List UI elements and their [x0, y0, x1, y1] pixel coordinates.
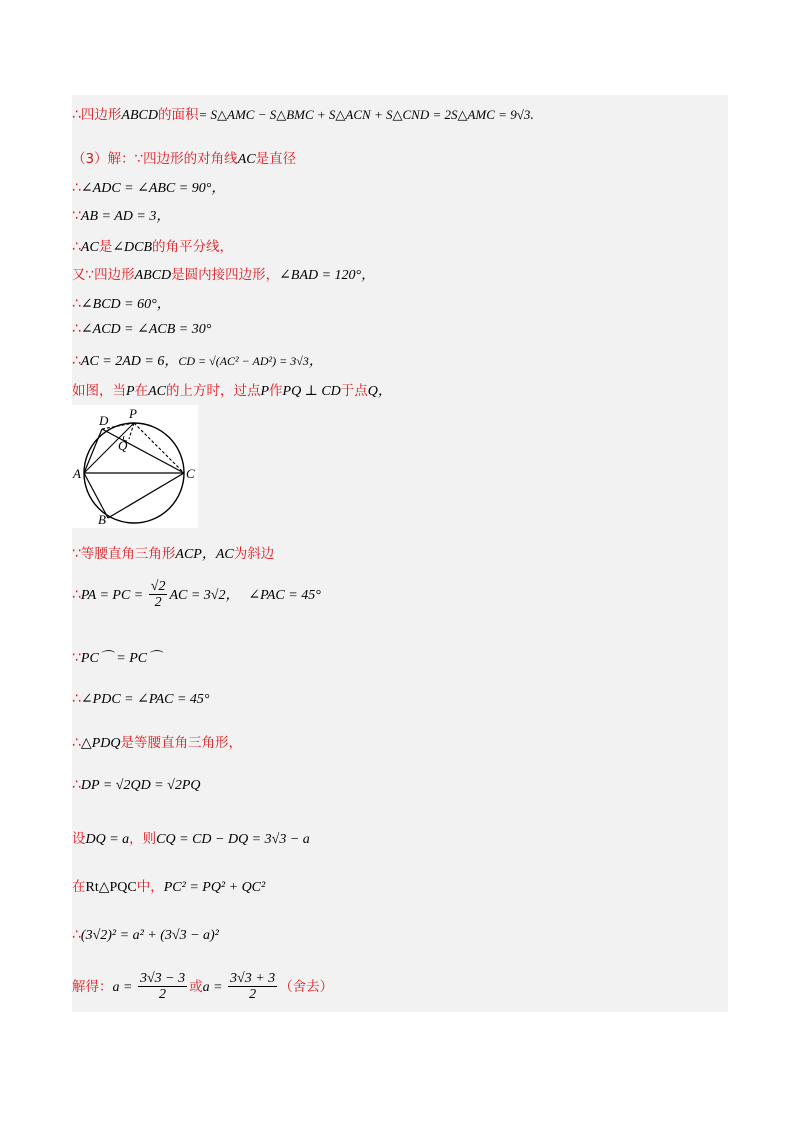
- label-c: C: [186, 466, 195, 481]
- because-symbol: ∵: [72, 208, 81, 224]
- text: 是圆内接四边形，: [171, 267, 280, 283]
- text: 是: [98, 239, 113, 255]
- math: ∠DCB: [112, 240, 153, 255]
- text: 又∵四边形: [72, 267, 135, 283]
- math: PC² = PQ² + QC²: [163, 880, 266, 895]
- fraction-numerator: 3√3 + 3: [230, 971, 276, 986]
- text: 作: [269, 383, 283, 399]
- therefore-symbol: ∴: [72, 296, 81, 312]
- math: AB = AD = 3: [80, 209, 157, 224]
- line-pdc: [72, 691, 210, 708]
- punct: ，: [201, 547, 216, 562]
- fraction: [138, 971, 187, 1003]
- text: 的上方时，过点: [165, 383, 261, 399]
- math: Q: [367, 384, 378, 399]
- line-figure-intro: [72, 379, 392, 400]
- circle-diagram: [72, 405, 198, 528]
- math: AC: [80, 240, 99, 255]
- label-d: D: [99, 413, 109, 428]
- math: ABCD: [134, 268, 172, 283]
- therefore-symbol: ∴: [72, 107, 81, 123]
- punct: ，: [225, 587, 240, 603]
- math: ∠BAD = 120°: [279, 268, 362, 283]
- text: 等腰直角三角形: [80, 546, 176, 562]
- solution-panel: [72, 95, 728, 1012]
- label-p: P: [129, 406, 137, 421]
- line-ab-ad: [72, 205, 170, 225]
- math: ∠PAC = 45°: [248, 587, 321, 603]
- text: 中，: [136, 879, 164, 895]
- because-symbol: ∵: [72, 546, 81, 562]
- punct: ，: [377, 384, 392, 399]
- math: DQ = a: [85, 832, 130, 847]
- math: △PDQ: [80, 736, 121, 751]
- math: = S△AMC − S△BMC + S△ACN + S△CND = 2S△AMC = 9√3: [198, 107, 531, 122]
- fraction-denominator: 2: [159, 987, 167, 1003]
- text: （舍去）: [279, 978, 334, 995]
- line-part3-start: [72, 147, 296, 168]
- therefore-symbol: ∴: [72, 927, 81, 943]
- therefore-symbol: ∴: [72, 691, 81, 707]
- fraction: [228, 971, 277, 1003]
- text: 或: [189, 978, 203, 995]
- math: a =: [112, 979, 136, 995]
- punct: ，: [156, 209, 171, 224]
- punct: .: [530, 108, 534, 123]
- line-bcd: [72, 293, 171, 313]
- math: ∠ACD = ∠ACB = 30°: [80, 322, 212, 337]
- math: ∠BCD = 60°: [80, 297, 157, 312]
- math: P: [126, 384, 135, 399]
- therefore-symbol: ∴: [72, 180, 81, 196]
- math: DP = √2QD = √2PQ: [80, 778, 201, 793]
- therefore-symbol: ∴: [72, 777, 81, 793]
- punct: ，: [361, 268, 376, 283]
- math: AC = 3√2: [169, 587, 226, 603]
- math: AC: [215, 547, 234, 562]
- fraction: [149, 579, 168, 611]
- text: 在: [134, 383, 149, 399]
- line-area: [72, 103, 534, 124]
- line-equation: [72, 927, 219, 944]
- fraction-numerator: 3√3 − 3: [139, 971, 186, 986]
- segment-dc: [102, 429, 184, 473]
- text: 设: [72, 831, 86, 847]
- text: （3）解：∵四边形的对角线: [72, 151, 238, 167]
- math: CQ = CD − DQ = 3√3 − a: [156, 832, 310, 847]
- text: 的角平分线，: [152, 239, 234, 255]
- math: ACP: [175, 547, 202, 562]
- text: 于点: [340, 383, 368, 399]
- math: AC: [148, 384, 166, 399]
- fraction-denominator: 2: [249, 987, 257, 1003]
- therefore-symbol: ∴: [72, 586, 81, 603]
- fraction-numerator: √2: [150, 579, 166, 594]
- therefore-symbol: ∴: [72, 353, 81, 369]
- segment-bc: [108, 473, 184, 518]
- punct: ，: [156, 297, 171, 312]
- line-acd: [72, 321, 211, 338]
- text: 在: [72, 879, 86, 895]
- text: 是等腰直角三角形，: [120, 735, 242, 751]
- line-rt-pqc: [72, 875, 265, 896]
- therefore-symbol: ∴: [72, 239, 81, 255]
- segment-ad: [84, 429, 102, 473]
- text: 解得：: [72, 978, 113, 995]
- label-q: Q: [118, 438, 128, 453]
- math: ∠PDC = ∠PAC = 45°: [80, 692, 210, 707]
- math: a =: [202, 979, 227, 995]
- text: 的面积: [157, 107, 199, 123]
- math: AC: [237, 152, 256, 167]
- line-let-dq: [72, 827, 310, 848]
- therefore-symbol: ∴: [72, 321, 81, 337]
- line-solution: [72, 971, 333, 1003]
- math: AC = 2AD = 6: [80, 354, 165, 369]
- therefore-symbol: ∴: [72, 735, 81, 751]
- math: CD = √(AC² − AD²) = 3√3: [178, 354, 309, 368]
- label-a: A: [73, 466, 81, 481]
- math: PC⌒ = PC⌒: [80, 651, 162, 666]
- math: P: [260, 384, 270, 399]
- punct: ，: [211, 181, 226, 196]
- text: 为斜边: [233, 546, 275, 562]
- math: ∠ADC = ∠ABC = 90°: [80, 181, 212, 196]
- math: Rt△PQC: [85, 880, 137, 895]
- line-cyclic: [72, 263, 375, 284]
- line-pdq: [72, 731, 242, 752]
- fraction-denominator: 2: [154, 595, 162, 611]
- punct: ，: [164, 354, 179, 369]
- label-b: B: [98, 512, 106, 527]
- math: PA = PC =: [80, 587, 147, 603]
- math: ABCD: [121, 108, 158, 123]
- punct: ，: [308, 354, 323, 369]
- math: PQ ⊥ CD: [282, 384, 341, 399]
- text: 是直径: [255, 151, 297, 167]
- because-symbol: ∵: [72, 650, 81, 666]
- line-angles-90: [72, 177, 225, 197]
- geometry-figure: [72, 405, 198, 528]
- math: (3√2)² = a² + (3√3 − a)²: [80, 928, 219, 943]
- text: ，则: [129, 831, 157, 847]
- line-pa-pc: [72, 579, 321, 611]
- line-ac-cd: [72, 350, 323, 370]
- line-arcs: [72, 647, 161, 667]
- line-bisector: [72, 235, 233, 256]
- line-isosceles-acp: [72, 542, 274, 563]
- text: 四边形: [80, 107, 122, 123]
- text: 如图，当: [72, 383, 126, 399]
- line-dp: [72, 777, 200, 794]
